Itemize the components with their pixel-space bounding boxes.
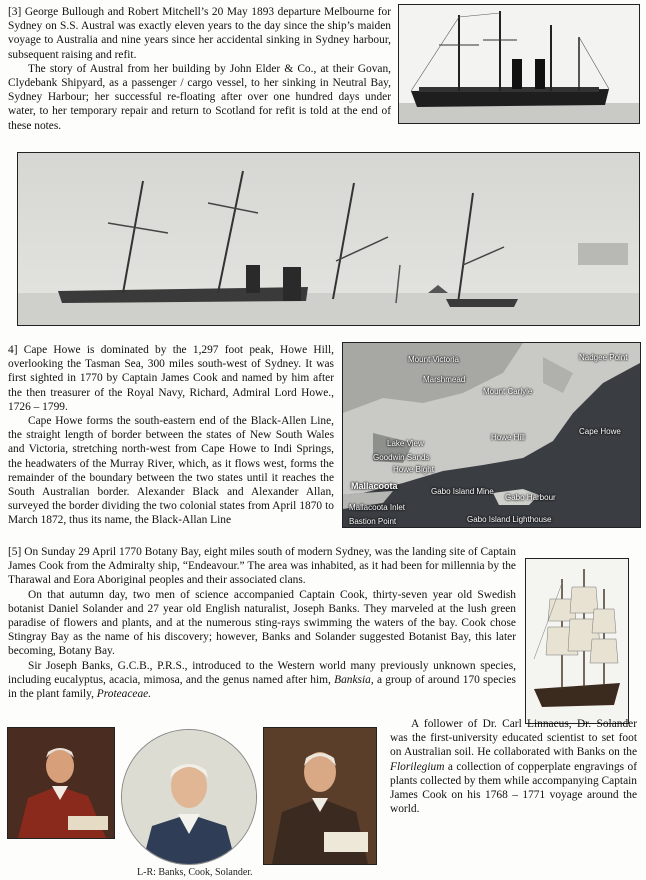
austral-ship-photo [398, 4, 640, 124]
section-3-para-1: [3] George Bullough and Robert Mitchell’s 20 May 1893 departure Melbourne for Sydney on S.S. Austral was exactly eleven years to the day since the ship’s maiden voyage to Australia and nine years since her accidental sinking in Sydney harbour, subsequent raising and refit. [8, 6, 391, 61]
map-label-mount-carlyle: Mount Carlyle [483, 387, 533, 396]
solander-portrait [263, 727, 377, 865]
map-label-howe-hill: Howe Hill [491, 433, 525, 442]
map-label-gabo-harbour: Gabo Harbour [505, 493, 556, 502]
section-5-para-2: On that autumn day, two men of science accompanied Captain Cook, thirty-seven year old Swedish botanist Daniel Solander and 27 year old English naturalist, Joseph Banks. They marveled at the lush green paradise of flowers and plants, and at the numerous sting-rays swimming the waters of the bay. Cook chose Stingray Bay as the name of his discovery; however, Banks and Solander suggested Botanist Bay, this later becoming, Botany Bay. [8, 588, 516, 658]
sunken-ship-illustration [18, 153, 639, 325]
florilegium-term: Florilegium [390, 760, 445, 773]
section-5-para-4: A follower of Dr. Carl Linnaeus, Dr. Solander was the first-university educated scientist to set foot on Australian soil. He collaborated with Banks on the Florilegium a collection of copperplate engravings of plants collected by them while accompanying Captain James Cook on his 1768 – 1771 voyage around the world. [390, 718, 637, 816]
cook-portrait-illustration [122, 730, 256, 864]
map-label-gabo-island-mine: Gabo Island Mine [431, 487, 494, 496]
section-4-para-1: 4] Cape Howe is dominated by the 1,297 foot peak, Howe Hill, overlooking the Tasman Sea, 300 miles south-west of Sydney. It was first sighted in 1770 by Captain James Cook and named by him after the then treasurer of the Royal Navy, Richard, Admiral Lord Howe., 1726 – 1799. [8, 344, 334, 413]
map-label-mount-victoria: Mount Victoria [408, 355, 459, 364]
map-label-marshmead: Marshmead [423, 375, 466, 384]
sailing-ship-illustration [526, 559, 628, 723]
solander-portrait-illustration [264, 728, 376, 864]
banksia-term: Banksia [334, 673, 371, 686]
map-label-cape-howe: Cape Howe [579, 427, 621, 436]
portraits-caption: L-R: Banks, Cook, Solander. [137, 867, 253, 878]
map-label-lake-view: Lake View [387, 439, 424, 448]
section-5-solander [390, 717, 637, 816]
proteaceae-term: Proteaceae. [96, 688, 152, 701]
section-3-para-2: The story of Austral from her building by John Elder & Co., at their Govan, Clydebank Shipyard, as a passenger / cargo vessel, to her sinking in Neutral Bay, Sydney Harbour; her successful re-floating after over one hundred days under water, to her temporary repair and return to Scotland for refit is told at the end of these notes. [8, 62, 391, 132]
section-5 [8, 545, 516, 701]
cape-howe-map [342, 342, 641, 528]
cook-portrait [121, 729, 257, 865]
map-label-mallacoota-inlet: Mallacoota Inlet [349, 503, 406, 512]
section-4 [8, 343, 334, 528]
map-label-bastion-point: Bastion Point [349, 517, 397, 526]
section-3 [8, 5, 391, 133]
section-5-para-3: Sir Joseph Banks, G.C.B., P.R.S., introduced to the Western world many previously unknown species, including eucalyptus, acacia, mimosa, and the genus named after him, Banksia, a group of around 170 species in the plant family, Proteaceae. [8, 659, 516, 701]
map-label-howe-bight: Howe Bight [393, 465, 434, 474]
endeavour-ship-picture [525, 558, 629, 724]
banks-portrait-illustration [8, 728, 114, 838]
map-label-mallacoota: Mallacoota [351, 481, 398, 491]
map-label-goodwin-sands: Goodwin Sands [373, 453, 430, 462]
map-label-nadgee-point: Nadgee Point [579, 353, 628, 362]
section-5-para-1: [5] On Sunday 29 April 1770 Botany Bay, eight miles south of modern Sydney, was the landing site of Captain James Cook from the Admiralty ship, “Endeavour.” The area was inhabited, as it had been for millennia by the Tharawal and Eora Aboriginal peoples and their associated clans. [8, 546, 516, 587]
map-label-gabo-island-lighthouse: Gabo Island Lighthouse [467, 515, 552, 524]
section-4-para-2: Cape Howe forms the south-eastern end of the Black-Allen Line, the straight length of border between the states of New South Wales and Victoria, stretching north-west from Cape Howe to Indi Springs, the headwaters of the Murray River, which, as it flows west, forms the remainder of the boundary between the two states until it reaches the South Australian border. Alexander Black and Alexander Allan, surveyed the border dividing the two colonial states from April 1870 to March 1872, thus its name, the Black-Allan Line [8, 415, 334, 527]
steamship-illustration [399, 5, 639, 123]
banks-portrait [7, 727, 115, 839]
sunken-austral-photo [17, 152, 640, 326]
